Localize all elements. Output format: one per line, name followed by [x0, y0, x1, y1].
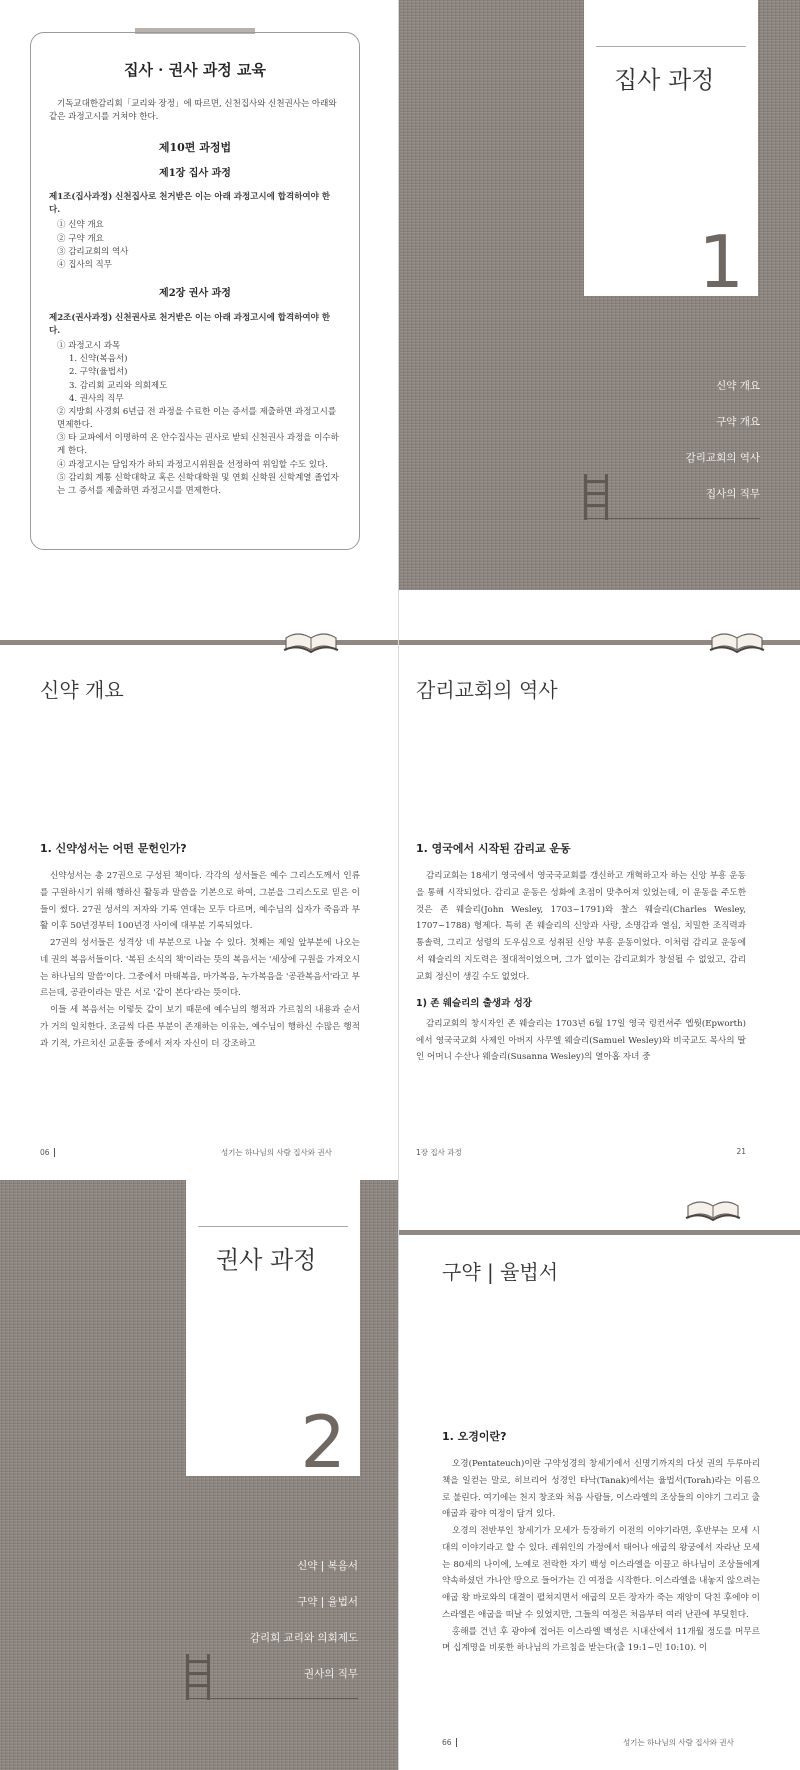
menu-rule — [584, 518, 760, 519]
section-title: 1. 영국에서 시작된 감리교 운동 — [416, 842, 571, 855]
menu-item: 감리회 교리와 의회제도 — [249, 1632, 358, 1644]
section-title: 1. 오경이란? — [442, 1430, 507, 1443]
page-heading: 감리교회의 역사 — [416, 678, 558, 702]
section-title: 1. 신약성서는 어떤 문헌인가? — [40, 842, 187, 855]
chapter-number: 2 — [300, 1400, 346, 1484]
page-number: 06 — [40, 1148, 55, 1157]
page-number: 21 — [736, 1147, 746, 1156]
top-band — [398, 1230, 800, 1235]
chapter-card — [186, 1180, 360, 1484]
page-ot-law — [398, 1180, 800, 1770]
chapter-card — [584, 0, 758, 304]
menu-item: 권사의 직무 — [303, 1668, 358, 1680]
menu-item: 집사의 직무 — [705, 488, 760, 500]
paragraph: 이들 세 복음서는 이렇듯 같이 보기 때문에 예수님의 행적과 가르침의 내용과 순서가 거의 일치한다. 조금씩 다른 부분이 존재하는 이유는, 예수님이 행하신 수많은 행적과 기적, 가르치신 교훈들 중에서 저자 자신이 더 강조하고 — [40, 1005, 360, 1049]
article2: 제2조(권사과정) 신천권사로 천거받은 이는 아래 과정고시에 합격하여야 한다. — [49, 312, 331, 336]
chapter1-title: 제1장 집사 과정 — [159, 167, 231, 179]
box-intro: 기독교대한감리회「교리와 장정」에 따르면, 신천집사와 신천권사는 아래와 같은 과정고시를 거쳐야 한다. — [49, 99, 337, 123]
menu-item: 구약 개요 — [716, 416, 760, 428]
article2-item: ⑤ 감리회 계통 신학대학교 혹은 신학대학원 및 연회 신학원 신학계열 졸업자는 그 증서를 제출하면 과정고시를 면제한다. — [57, 472, 339, 496]
chapter-title: 권사 과정 — [216, 1246, 317, 1274]
article2-subitem: 1. 신약(복음서) — [69, 354, 128, 365]
chapter-menu — [686, 378, 760, 522]
chapter-title: 집사 과정 — [614, 66, 715, 94]
article2-item: ② 지방회 사경회 6년급 전 과정을 수료한 이는 증서를 제출하면 과정고시를 면제한다. — [57, 406, 337, 431]
article1-item: ② 구약 개요 — [57, 233, 104, 244]
open-book-icon — [708, 624, 766, 656]
paragraph: 홍해를 건넌 후 광야에 접어든 이스라엘 백성은 시내산에서 11개월 정도를 머무르며 십계명을 비롯한 하나님의 가르침을 받는다(출 19:1~민 10:10). 이 — [442, 1626, 760, 1654]
paragraph: 신약성서는 총 27권으로 구성된 책이다. 각각의 성서들은 예수 그리스도께서 인류를 구원하시기 위해 행하신 활동과 말씀을 기본으로 하여, 그분을 그리스도로 믿은 이들이 썼다. 27권 성서의 저자와 기록 연대는 모두 다르며, 예수님의 십자가 죽음과 부활 이후 50년경부터 100년경 사이에 대부분 기록되었다. — [40, 871, 360, 932]
article2-subitem: 3. 감리회 교리와 의회제도 — [69, 380, 168, 391]
page-footer — [416, 1147, 746, 1158]
chapter-number: 1 — [698, 220, 744, 304]
page-number: 66 — [442, 1738, 457, 1747]
body-text — [40, 868, 360, 1052]
page-methodist-history — [398, 590, 800, 1180]
course-box — [30, 32, 360, 550]
open-book-icon — [282, 624, 340, 656]
menu-item: 신약 | 복음서 — [297, 1560, 358, 1572]
card-rule — [198, 1226, 348, 1227]
spread-divider — [398, 0, 399, 1770]
box-title: 집사 · 권사 과정 교육 — [123, 61, 267, 79]
footer-title: 성기는 하나님의 사람 집사와 권사 — [220, 1148, 332, 1157]
ladder-icon — [584, 474, 608, 520]
open-book-icon — [684, 1192, 742, 1224]
card-rule — [596, 46, 746, 47]
page-chapter1-cover — [398, 0, 800, 590]
paragraph: 감리교회는 18세기 영국에서 영국국교회를 갱신하고 개혁하고자 하는 신앙 부흥 운동을 통해 시작되었다. 감리교 운동은 성화에 초점이 맞추어져 있었는데, 이 운동을 주도한 것은 존 웨슬리(John Wesley, 1703~1791)와 찰스 웨슬리(Charles Wesley, 1707~1788) 형제다. 특히 존 웨슬리의 신앙과 사랑, 소명감과 열심, 치밀한 조직력과 통솔력, 그리고 성령의 도우심으로 성취된 신앙 부흥 운동이었다. 이처럼 감리교 운동에서 웨슬리의 지도력은 절대적이었으며, 그가 없이는 감리교회가 창설될 수 없었고, 감리교회 정신이 생길 수도 없었다. — [416, 871, 746, 982]
footer-title: 1장 집사 과정 — [416, 1148, 462, 1157]
article1-item: ③ 감리교회의 역사 — [57, 246, 129, 257]
paragraph: 오경의 전반부인 창세기가 모세가 등장하기 이전의 이야기라면, 후반부는 모세 시대의 이야기라고 할 수 있다. 레위인의 가정에서 태어나 애굽의 왕궁에서 자라난 모세는 80세의 나이에, 노예로 전락한 자기 백성 이스라엘을 이끌고 하나님이 조상들에게 약속하셨던 가나안 땅으로 들어가는 긴 여정을 시작한다. 이스라엘을 내놓지 않으려는 애굽 왕 바로와의 대결이 펼쳐지면서 애굽의 모든 장자가 죽는 재앙이 닥친 후에야 이스라엘은 애굽을 떠날 수 있었지만, 그들의 여정은 처음부터 여러 난관에 부딪힌다. — [442, 1526, 760, 1620]
article2-subitem: 2. 구약(율법서) — [69, 367, 128, 378]
page-footer — [40, 1147, 332, 1158]
chapter2-title: 제2장 권사 과정 — [159, 288, 231, 300]
menu-item: 감리교회의 역사 — [685, 452, 760, 464]
part-title: 제10편 과정법 — [158, 140, 232, 154]
article2-item: ③ 타 교파에서 이명하여 온 안수집사는 권사로 받되 신천권사 과정을 이수하게 한다. — [57, 433, 339, 457]
chapter-menu — [250, 1558, 358, 1702]
page-heading: 구약 | 율법서 — [442, 1260, 559, 1284]
article2-item: ④ 과정고시는 담임자가 하되 과정고시위원을 선정하여 위임할 수도 있다. — [57, 459, 328, 470]
paragraph: 오경(Pentateuch)이란 구약성경의 창세기에서 신명기까지의 다섯 권의 두루마리 책을 일컫는 말로, 히브리어 성경인 타낙(Tanak)에서는 율법서(Torah)라는 이름으로 불린다. 여기에는 천지 창조와 처음 사람들, 이스라엘의 조상들의 이야기 그리고 출애굽과 광야 여정이 담겨 있다. — [442, 1459, 760, 1520]
body-text — [416, 868, 746, 1066]
article1: 제1조(집사과정) 신천집사로 천거받은 이는 아래 과정고시에 합격하여야 한다. — [49, 192, 331, 216]
footer-title: 성기는 하나님의 사람 집사와 권사 — [622, 1738, 734, 1747]
menu-item: 신약 개요 — [716, 380, 760, 392]
paragraph: 감리교회의 창시자인 존 웨슬리는 1703년 6월 17일 영국 링컨셔주 엡웟(Epworth)에서 영국국교회 사제인 아버지 사무엘 웨슬리(Samuel Wesley)와 비국교도 목사의 딸인 어머니 수산나 웨슬리(Susanna Wesley)의 열아홉 자녀 중 — [416, 1018, 746, 1063]
subsection-title: 1) 존 웨슬리의 출생과 성장 — [416, 998, 532, 1010]
page-course-overview — [0, 0, 398, 590]
page-heading: 신약 개요 — [40, 678, 124, 702]
page-footer — [442, 1737, 734, 1748]
page-chapter2-cover — [0, 1180, 398, 1770]
menu-rule — [186, 1698, 358, 1699]
ladder-icon — [186, 1654, 210, 1700]
page-nt-overview — [0, 590, 398, 1180]
body-text — [442, 1456, 760, 1657]
paragraph: 27권의 성서들은 성격상 네 부분으로 나눌 수 있다. 첫째는 제일 앞부분에 나오는 네 권의 복음서들이다. '복된 소식의 책'이라는 뜻의 복음서는 '세상에 구원을 가져오시는 하나님의 말씀'이다. 그중에서 마태복음, 마가복음, 누가복음을 '공관복음서'라고 부르는데, 공관이라는 말은 서로 '같이 본다'라는 뜻이다. — [40, 938, 360, 999]
article1-item: ④ 집사의 직무 — [57, 260, 112, 270]
article2-subitem: 4. 권사의 직무 — [69, 393, 124, 404]
menu-item: 구약 | 율법서 — [297, 1596, 358, 1608]
article1-item: ① 신약 개요 — [57, 220, 104, 231]
article2-item: ① 과정고시 과목 — [57, 341, 121, 352]
